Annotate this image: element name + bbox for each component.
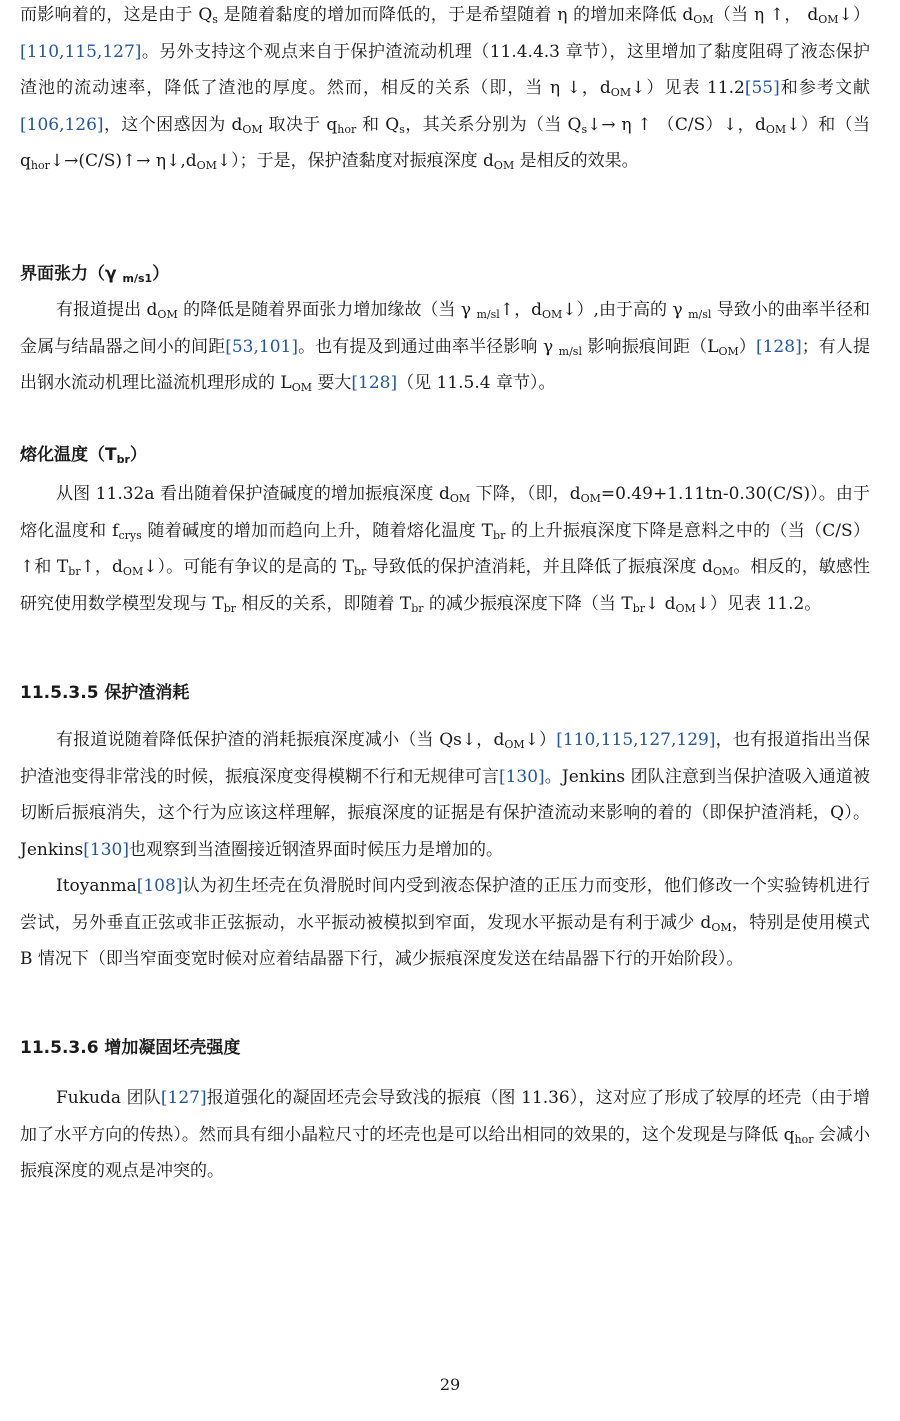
citation-link[interactable]: [110,115,127,129] xyxy=(556,730,716,750)
paragraph-interfacial-tension: 有报道提出 $d_{OM}$ 的降低是随着界面张力增加缘故（当 γ $_{m/sl}$↑，$d_{OM}↓$）,由于高的 γ $_{m/sl}$ 导致小的曲率半径和金属与结晶器之间小的间距[53,101]。也有提及到通过曲率半径影响 γ $_{m/sl}$ 影响振痕间距$(L_{OM})[128]$；有人提出钢水流动机理比溢流机理形成的 $L_{OM}$ 要大[128]（见 11.5.4 章节）。 xyxy=(20,300,871,394)
heading-11-5-3-6: 11.5.3.6 增加凝固坯壳强度 xyxy=(20,1038,241,1058)
citation-link[interactable]: [128] xyxy=(351,373,398,393)
paragraph-itoyanma: Itoyanma[108]认为初生坯壳在负滑脱时间内受到液态保护渣的正压力而变形，他们修改一个实验铸机进行尝试，另外垂直正弦或非正弦振动，水平振动被模拟到窄面，发现水平振动是有利于减少 $d_{OM}$，特别是使用模式 B 情况下（即当窄面变宽时候对应着结晶器下行，减少振痕深度发送在结晶器下行的开始阶段）。 xyxy=(20,876,870,969)
paragraph-flux-consumption: 有报道说随着降低保护渣的消耗振痕深度减小（当 Qs↓，$d_{OM}↓)[110,115,127,129]$，也有报道指出当保护渣池变得非常浅的时候，振痕深度变得模糊不行和无规律可言[130]。Jenkins 团队注意到当保护渣吸入通道被切断后振痕消失，这个行为应该这样理解，振痕深度的证据是有保护渣流动来影响的着的（即保护渣消耗，Q）。Jenkins[130]也观察到当渣圈接近钢渣界面时候压力是增加的。 xyxy=(20,730,870,860)
citation-link[interactable]: [108] xyxy=(136,876,183,896)
citation-link[interactable]: [130] xyxy=(498,766,545,787)
paragraph-viscosity: 而影响着的，这是由于 $Q_s$ 是随着黏度的增加而降低的，于是希望随着 η 的增加来降低 $d_{OM}$（当 η ↑， $d_{OM}↓)[110,115,127]$。另外支持这个观点来自于保护渣流动机理（11.4.4.3 章节），这里增加了黏度阻碍了液态保护渣池的流动速率，降低了渣池的厚度。然而，相反的关系（即，当 η ↓，$d_{OM}↓$）见表 11.2[55]和参考文献[106,126]，这个困惑因为 $d_{OM}$ 取决于 $q_{hor}$ 和 $Q_s$，其关系分别为（当 $Q_s↓\to \eta$ ↑ （C/S）↓，$d_{OM}↓$）和（当 $q_{hor}↓\to(C/S)↑\to$ $\eta↓,d_{OM}↓$）；于是，保护渣黏度对振痕深度 $d_{OM}$ 是相反的效果。 xyxy=(20,5,871,172)
heading-11-5-3-5: 11.5.3.5 保护渣消耗 xyxy=(20,683,190,703)
citation-link[interactable]: [55] xyxy=(744,78,780,98)
citation-link[interactable]: [128] xyxy=(755,336,802,357)
paragraph-melting-temperature: 从图 11.32a 看出随着保护渣碱度的增加振痕深度 $d_{OM}$ 下降，（即，$d_{OM}=0.49+1.11tn-0.30(C/S)$）。由于熔化温度和 $f_{crys}$ 随着碱度的增加而趋向上升，随着熔化温度 $T_{br}$ 的上升振痕深度下降是意料之中的（当（C/S）↑和 $T_{br}↑$，$d_{OM}↓$）。可能有争议的是高的 $T_{br}$ 导致低的保护渣消耗，并且降低了振痕深度 $d_{OM}$。相反的，敏感性研究使用数学模型发现与 $T_{br}$ 相反的关系，即随着 $T_{br}$ 的减少振痕深度下降（当 $T_{br}↓$ $d_{OM}↓$）见表 11.2。 xyxy=(20,484,870,615)
heading-interfacial-tension: 界面张力（γ $_{m/s1}$） xyxy=(20,264,170,285)
citation-link[interactable]: [106,126] xyxy=(20,114,104,135)
citation-link[interactable]: [127] xyxy=(160,1088,207,1108)
paragraph-shell-strength: Fukuda 团队[127]报道强化的凝固坯壳会导致浅的振痕（图 11.36），这对应了形成了较厚的坯壳（由于增加了水平方向的传热）。然而具有细小晶粒尺寸的坯壳也是可以给出相同的效果的，这个发现是与降低 $q_{hor}$ 会减小振痕深度的观点是冲突的。 xyxy=(20,1088,871,1181)
citation-link[interactable]: [130] xyxy=(83,839,129,860)
citation-link[interactable]: [110,115,127] xyxy=(20,41,142,62)
heading-melting-temperature: 熔化温度$(T_{br})$ xyxy=(20,445,147,466)
citation-link[interactable]: [53,101] xyxy=(225,336,298,357)
page-number: 29 xyxy=(439,1375,461,1394)
